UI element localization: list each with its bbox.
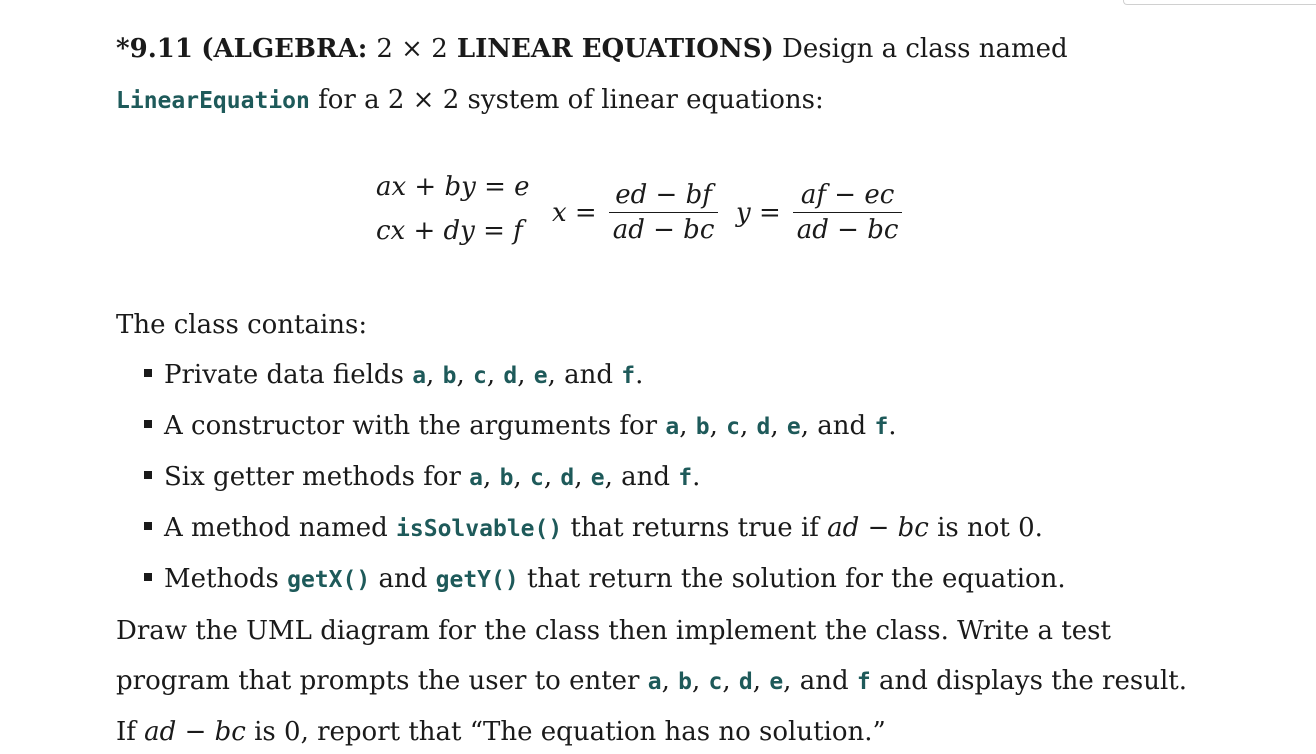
var-b: b: [442, 363, 457, 389]
sep: ,: [692, 666, 709, 696]
var-a: a: [665, 414, 680, 440]
bullet-marker: [144, 522, 152, 530]
bullet-text: A constructor with the arguments for: [164, 411, 666, 441]
closing-line2-prefix: program that prompts the user to enter: [116, 666, 648, 696]
exercise-intro-line2: [116, 83, 824, 118]
bullet-mid: and: [370, 564, 436, 594]
sep: ,: [486, 360, 504, 390]
determinant-math: ad − bc: [144, 717, 246, 747]
sep: ,: [679, 411, 696, 441]
equation-2: cx + dy = f: [376, 216, 523, 246]
bullet-text: Methods: [164, 564, 288, 594]
sep: ,: [770, 411, 787, 441]
exercise-title-suffix: LINEAR EQUATIONS): [447, 34, 774, 64]
bullet-suffix: .: [635, 360, 644, 390]
bullet-get-xy: [144, 562, 1066, 597]
class-name-code: LinearEquation: [116, 88, 310, 114]
and-sep: , and: [547, 360, 622, 390]
exercise-intro-tail: Design a class named: [773, 34, 1068, 64]
sep: ,: [661, 666, 679, 696]
class-contains-label: The class contains:: [116, 310, 368, 340]
sep: ,: [722, 666, 739, 696]
var-f: f: [874, 414, 889, 440]
var-b: b: [499, 465, 514, 491]
sep: ,: [752, 666, 770, 696]
x-fraction: [609, 178, 719, 247]
var-b: b: [678, 669, 692, 695]
equation-1: ax + by = e: [376, 172, 530, 202]
var-b: b: [695, 414, 710, 440]
and-sep: , and: [800, 411, 875, 441]
determinant-math: ad − bc: [827, 513, 929, 543]
bullet-suffix: is not 0.: [928, 513, 1043, 543]
var-c: c: [472, 363, 487, 389]
bullet-text: A method named: [164, 513, 397, 543]
sep: ,: [517, 360, 534, 390]
var-d: d: [503, 363, 518, 389]
bullet-getters: [144, 460, 700, 495]
y-numerator: af − ec: [800, 180, 895, 210]
y-lhs: y =: [736, 197, 781, 228]
bullet-marker: [144, 471, 152, 479]
closing-line-3: [116, 715, 886, 749]
closing-line3-prefix: If: [116, 717, 145, 747]
x-solution-formula: [552, 178, 718, 247]
closing-line2-suffix: and displays the result.: [870, 666, 1187, 696]
bullet-suffix: .: [888, 411, 897, 441]
get-y-code: getY(): [435, 567, 519, 593]
x-lhs: x =: [552, 197, 597, 228]
window-edge: [1123, 0, 1316, 5]
and-sep: , and: [604, 462, 679, 492]
bullet-data-fields: [144, 358, 643, 393]
sep: ,: [709, 411, 727, 441]
closing-line3-suffix: is 0, report that “The equation has no solution.”: [245, 717, 886, 747]
var-e: e: [769, 669, 784, 695]
sep: ,: [513, 462, 530, 492]
var-d: d: [738, 669, 753, 695]
exercise-heading: [116, 32, 1068, 66]
var-c: c: [708, 669, 723, 695]
intro-line2-text: for a 2 × 2 system of linear equations:: [309, 85, 824, 115]
var-a: a: [469, 465, 484, 491]
is-solvable-code: isSolvable(): [396, 516, 563, 542]
bullet-marker: [144, 573, 152, 581]
bullet-text: Six getter methods for: [164, 462, 470, 492]
bullet-constructor: [144, 409, 897, 444]
var-a: a: [412, 363, 427, 389]
x-denominator: ad − bc: [609, 212, 719, 247]
closing-line-1: Draw the UML diagram for the class then implement the class. Write a test: [116, 616, 1111, 646]
var-c: c: [726, 414, 740, 440]
bullet-suffix: that return the solution for the equation.: [518, 564, 1066, 594]
var-f: f: [856, 669, 871, 695]
bullet-is-solvable: [144, 511, 1043, 546]
var-a: a: [647, 669, 662, 695]
exercise-title-dim: 2 × 2: [376, 34, 448, 64]
var-d: d: [560, 465, 575, 491]
y-fraction: [793, 178, 903, 247]
sep: ,: [574, 462, 591, 492]
sep: ,: [456, 360, 473, 390]
var-c: c: [529, 465, 544, 491]
var-e: e: [590, 465, 605, 491]
sep: ,: [543, 462, 561, 492]
bullet-marker: [144, 369, 152, 377]
exercise-title-prefix: (ALGEBRA:: [201, 34, 377, 64]
var-f: f: [678, 465, 693, 491]
bullet-suffix: .: [692, 462, 701, 492]
sep: ,: [426, 360, 443, 390]
closing-line-2: [116, 664, 1187, 699]
var-d: d: [756, 414, 771, 440]
sep: ,: [739, 411, 757, 441]
exercise-number: *9.11: [116, 34, 193, 64]
bullet-marker: [144, 420, 152, 428]
x-numerator: ed − bf: [615, 180, 712, 210]
y-solution-formula: [736, 178, 902, 247]
var-f: f: [621, 363, 636, 389]
sep: ,: [483, 462, 500, 492]
bullet-text: Private data fields: [164, 360, 413, 390]
var-e: e: [786, 414, 801, 440]
var-e: e: [533, 363, 548, 389]
get-x-code: getX(): [287, 567, 371, 593]
bullet-mid: that returns true if: [562, 513, 828, 543]
y-denominator: ad − bc: [793, 212, 903, 247]
and-sep: , and: [783, 666, 857, 696]
